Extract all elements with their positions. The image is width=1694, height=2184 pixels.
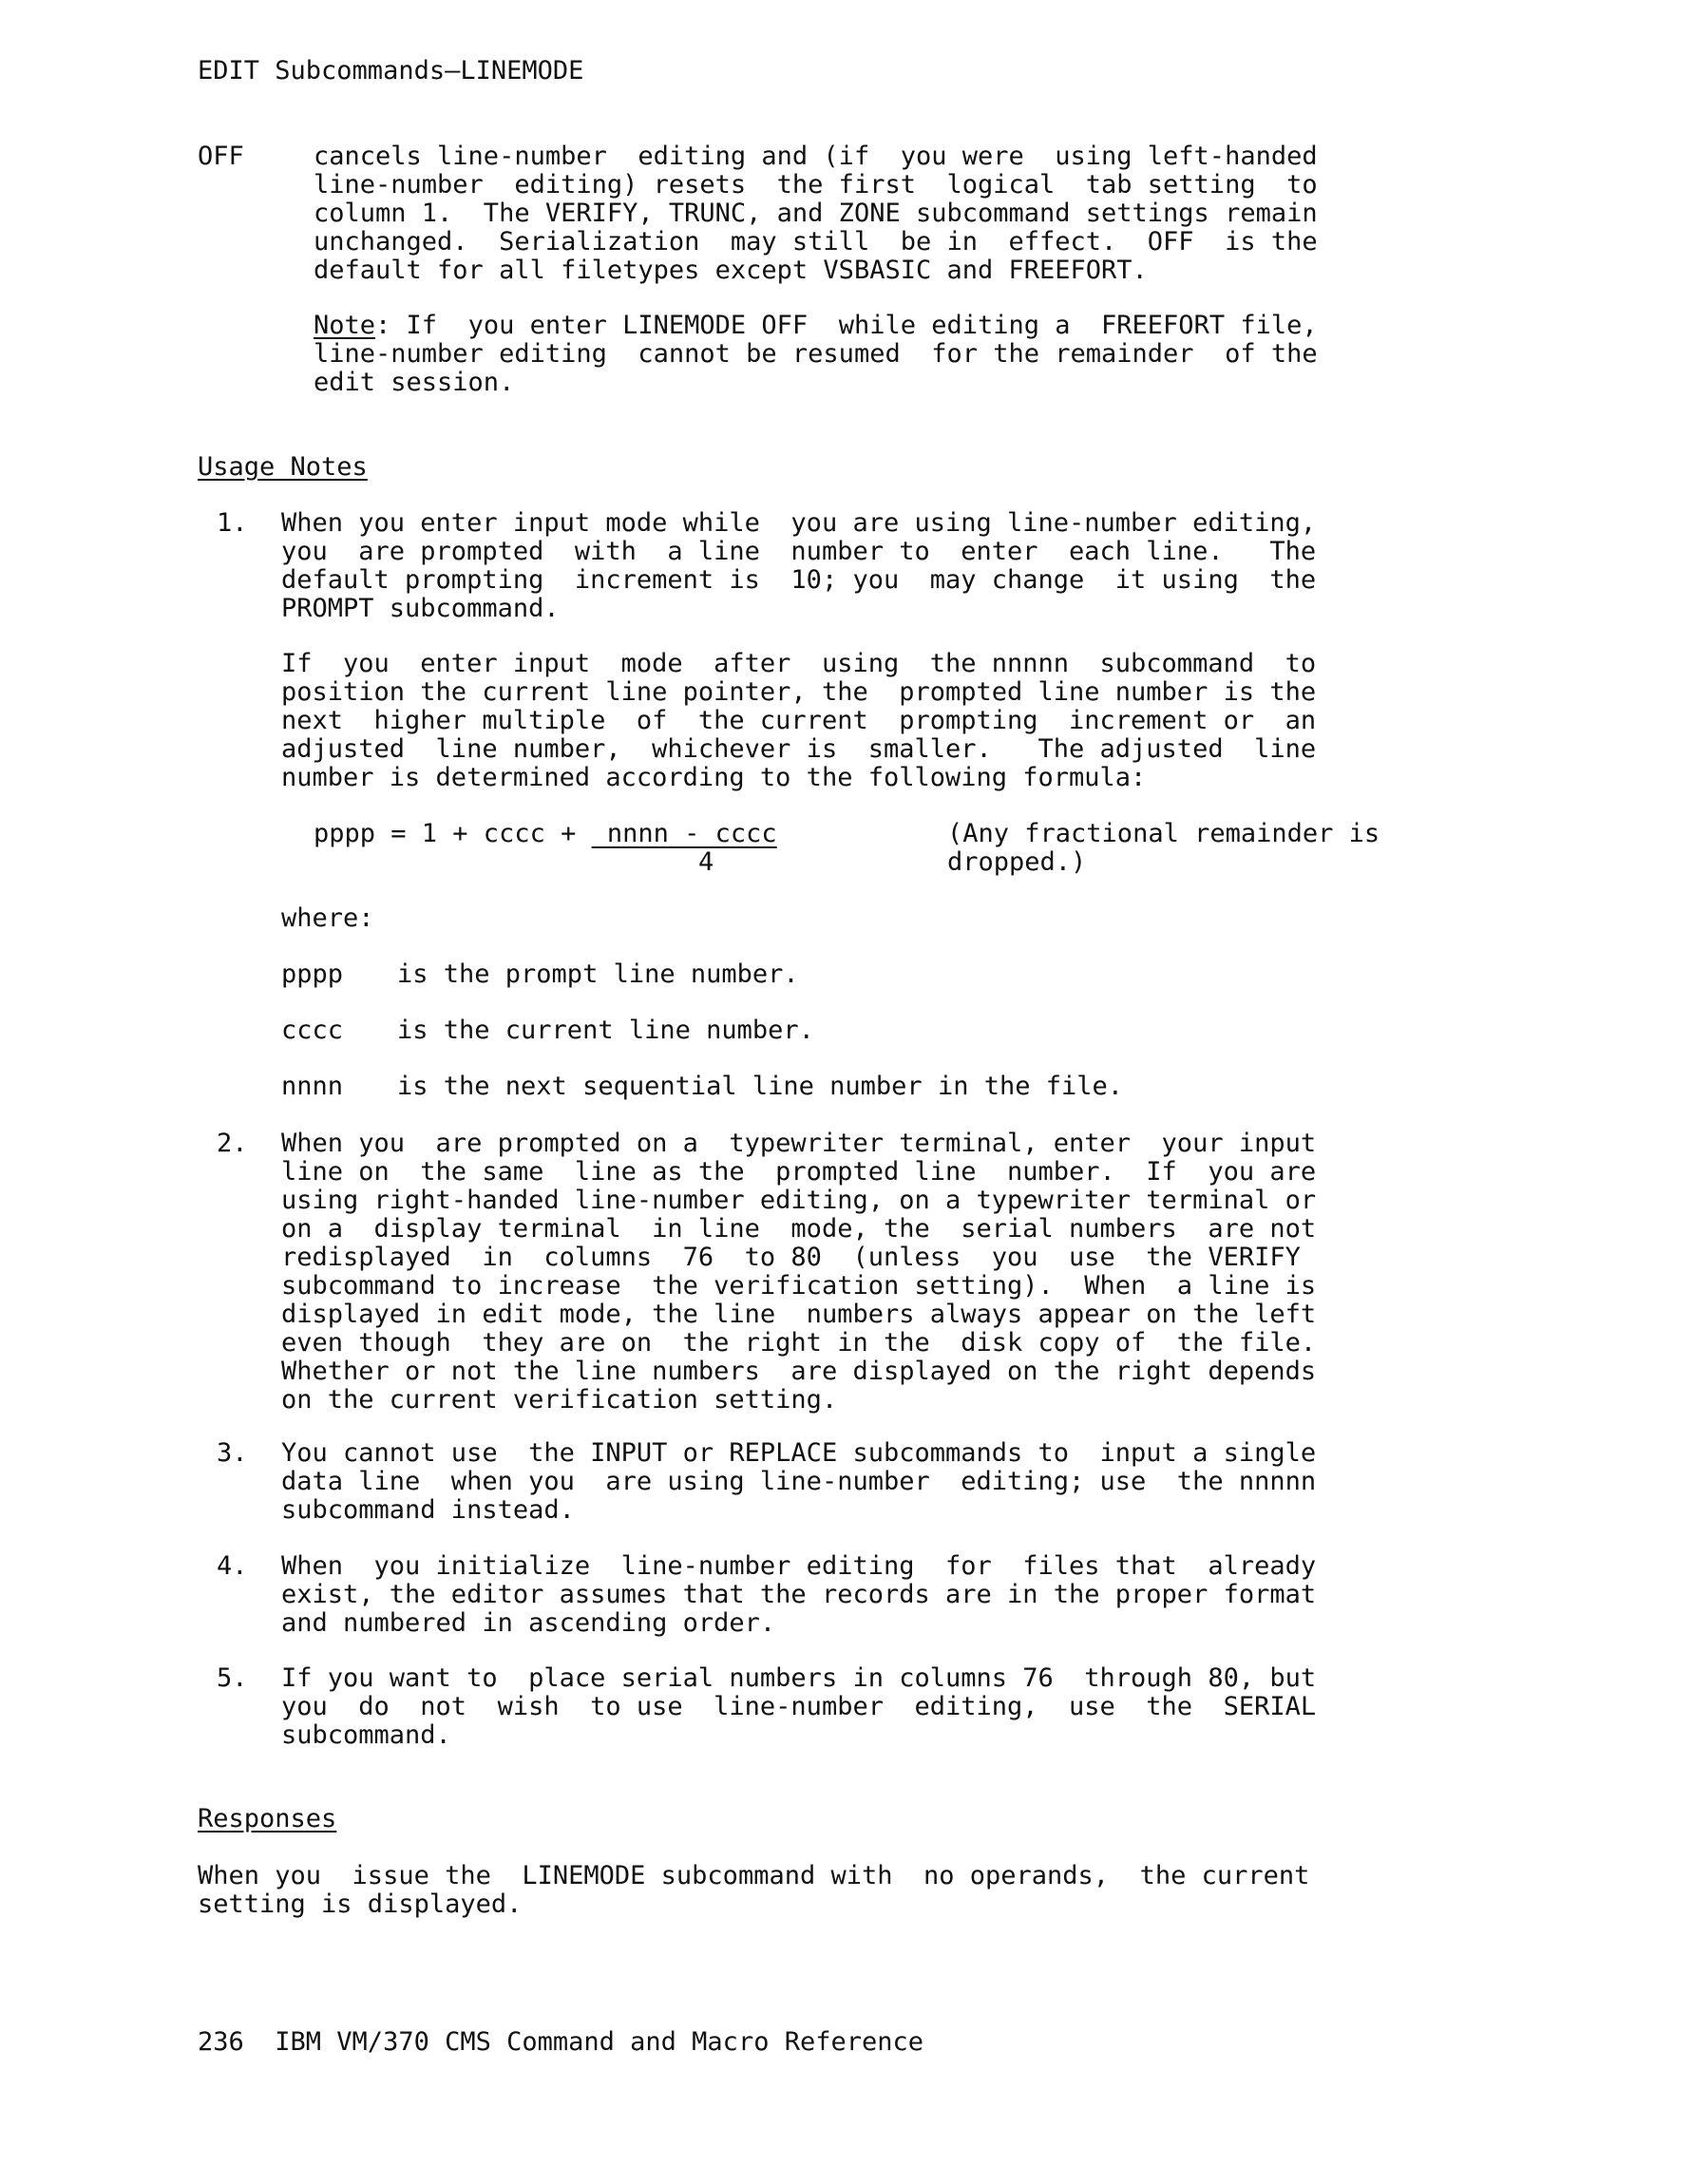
text-line: subcommand. <box>281 1720 451 1750</box>
text-line: next higher multiple of the current prompting increment or an <box>281 706 1317 735</box>
text-line: exist, the editor assumes that the records are in the proper format <box>281 1580 1317 1609</box>
definition-term: cccc <box>281 1016 344 1045</box>
text-line: you are prompted with a line number to enter each line. The <box>281 537 1317 566</box>
text-line: using right-handed line-number editing, on a typewriter terminal or <box>281 1186 1317 1215</box>
page-footer: 236 IBM VM/370 CMS Command and Macro Reference <box>198 2027 924 2057</box>
text-line: line-number editing cannot be resumed for the remainder of the <box>314 339 1318 369</box>
text-line: number is determined according to the following formula: <box>281 763 1147 792</box>
operand-off-description <box>314 142 1318 285</box>
text-line: If you enter input mode after using the nnnnn subcommand to <box>281 649 1317 678</box>
list-number: 1. <box>217 508 248 538</box>
definition-term: nnnn <box>281 1072 344 1101</box>
running-header: EDIT Subcommands—LINEMODE <box>198 56 584 85</box>
text-line: even though they are on the right in the disk copy of the file. <box>281 1328 1317 1358</box>
text-line: Whether or not the line numbers are displayed on the right depends <box>281 1357 1317 1386</box>
text-line: default prompting increment is 10; you may change it using the <box>281 565 1317 595</box>
formula-comment <box>947 820 1380 877</box>
text-line: If you want to place serial numbers in columns 76 through 80, but <box>281 1663 1317 1693</box>
text-line: When you issue the LINEMODE subcommand with no operands, the current <box>198 1861 1310 1890</box>
list-number: 4. <box>217 1551 248 1581</box>
text-line: unchanged. Serialization may still be in effect. OFF is the <box>314 227 1318 256</box>
text-line: line-number editing) resets the first logical tab setting to <box>314 170 1318 199</box>
note-label: Note <box>314 311 376 340</box>
text-line: column 1. The VERIFY, TRUNC, and ZONE subcommand settings remain <box>314 199 1318 228</box>
text-line: edit session. <box>314 368 515 397</box>
usage-notes-heading: Usage Notes <box>198 452 368 482</box>
list-number: 5. <box>217 1663 248 1693</box>
responses-heading: Responses <box>198 1804 337 1833</box>
text-line: When you enter input mode while you are using line-number editing, <box>281 508 1317 538</box>
usage-note-4 <box>281 1552 1316 1638</box>
text-line: dropped.) <box>947 847 1087 877</box>
definition-text: is the next sequential line number in the file. <box>397 1072 1124 1101</box>
text-line: data line when you are using line-number editing; use the nnnnn <box>281 1467 1317 1496</box>
formula-denominator: 4 <box>698 847 714 877</box>
formula-lhs: pppp = 1 + cccc + <box>314 819 592 848</box>
note-first-line <box>314 312 1318 340</box>
text-line: cancels line-number editing and (if you were using left-handed <box>314 142 1318 171</box>
usage-note-1-para-2 <box>281 650 1316 792</box>
text-line: line on the same line as the prompted line number. If you are <box>281 1157 1317 1187</box>
text-line: position the current line pointer, the prompted line number is the <box>281 677 1317 707</box>
note-text: : If you enter LINEMODE OFF while editing a FREEFORT file, <box>375 311 1318 340</box>
text-line: and numbered in ascending order. <box>281 1608 776 1638</box>
definition-text: is the current line number. <box>397 1016 814 1045</box>
definition-text: is the prompt line number. <box>397 959 799 989</box>
off-note <box>314 312 1318 397</box>
text-line: displayed in edit mode, the line numbers always appear on the left <box>281 1300 1317 1329</box>
text-line: redisplayed in columns 76 to 80 (unless you use the VERIFY <box>281 1243 1301 1272</box>
text-line: default for all filetypes except VSBASIC and FREEFORT. <box>314 256 1148 285</box>
text-line: subcommand to increase the verification setting). When a line is <box>281 1271 1317 1301</box>
text-line: When you initialize line-number editing for files that already <box>281 1551 1317 1581</box>
text-line: (Any fractional remainder is <box>947 819 1380 848</box>
text-line: You cannot use the INPUT or REPLACE subcommands to input a single <box>281 1438 1317 1468</box>
text-line: PROMPT subcommand. <box>281 594 560 623</box>
formula-numerator: nnnn - cccc <box>591 819 777 848</box>
where-label: where: <box>281 903 374 933</box>
text-line: adjusted line number, whichever is smaller. The adjusted line <box>281 734 1317 764</box>
formula <box>314 820 777 848</box>
text-line: subcommand instead. <box>281 1495 575 1525</box>
usage-note-1-para-1 <box>281 509 1316 623</box>
usage-note-5 <box>281 1664 1316 1750</box>
text-line: When you are prompted on a typewriter terminal, enter your input <box>281 1129 1317 1158</box>
text-line: you do not wish to use line-number editing, use the SERIAL <box>281 1692 1317 1721</box>
usage-note-2 <box>281 1130 1316 1415</box>
list-number: 3. <box>217 1438 248 1468</box>
text-line: setting is displayed. <box>198 1890 523 1919</box>
responses-text <box>198 1862 1309 1919</box>
usage-note-3 <box>281 1439 1316 1525</box>
operand-term-off: OFF <box>198 142 244 171</box>
definition-term: pppp <box>281 959 344 989</box>
text-line: on a display terminal in line mode, the serial numbers are not <box>281 1214 1317 1244</box>
list-number: 2. <box>217 1129 248 1158</box>
text-line: on the current verification setting. <box>281 1385 838 1415</box>
